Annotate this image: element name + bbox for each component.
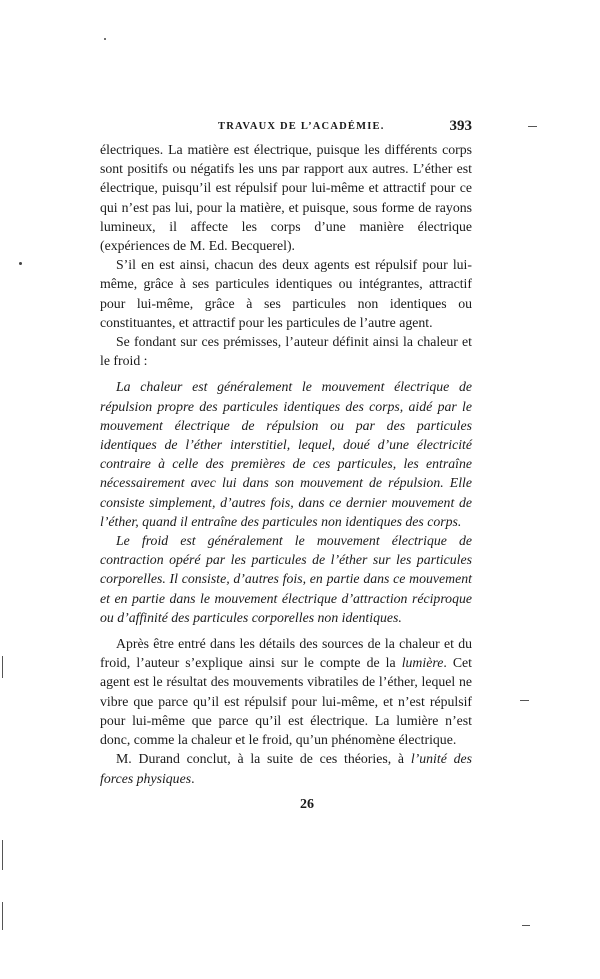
- definition-froid: Le froid est généralement le mouvement électrique de contraction opéré par les particules de l’éther sur les particules corporelles. Il consiste, d’autres fois, en partie dans ce mouvement et en partie dans le mouvement électrique d’attraction réciproque ou d’affinité des particules corporelles non identiques.: [100, 533, 472, 625]
- paragraph-conclusion-text: M. Durand conclut, à la suite de ces théories, à: [116, 751, 411, 767]
- margin-rule-mark: [528, 126, 537, 127]
- definition-chaleur: La chaleur est généralement le mouvement électrique de répulsion propre des particules identiques des corps, aidé par le mouvement électrique de répulsion ou par des particules identiques de l’éther interstitiel, lequel, doué d’une électricité contraire à celle des premières de ces particules, les entraîne nécessairement avec lui dans son mouvement de répulsion. Elle consiste simplement, d’autres fois, dans ce dernier mouvement de l’éther, quand il entraîne des particules non identiques des corps.: [100, 379, 472, 529]
- margin-rule-mark: [2, 840, 3, 870]
- paragraph-lumiere: [100, 634, 472, 749]
- paragraph-1: électriques. La matière est électrique, puisque les différents corps sont positifs ou négatifs les uns par rapport aux autres. L’éther est électrique, puisqu’il est répulsif pour lui-même et attractif pour ce qui n’est pas lui, pour la matière, et puisque, sous forme de rayons lumineux, il affecte les corps d’une manière électrique (expériences de M. Ed. Becquerel).: [100, 142, 472, 254]
- body-text: [100, 140, 472, 788]
- scan-speck: [19, 262, 22, 265]
- paragraph-lumiere-emphasis: lumière: [401, 655, 444, 671]
- margin-rule-mark: [522, 925, 530, 926]
- running-title: TRAVAUX DE L’ACADÉMIE.: [218, 121, 385, 132]
- margin-rule-mark: [2, 902, 3, 930]
- page-number: 393: [449, 118, 472, 134]
- scan-speck: [104, 38, 106, 40]
- paragraph-lumiere-text: Après être entré dans les détails des sources de la chaleur et du froid, l’auteur s’explique ainsi sur le compte de la: [100, 636, 472, 671]
- running-head: [100, 118, 472, 140]
- paragraph-conclusion: [100, 749, 472, 787]
- signature-mark: 26: [300, 797, 314, 812]
- paragraph-conclusion-text-end: .: [191, 770, 195, 786]
- margin-rule-mark: [520, 700, 529, 701]
- paragraph-lumiere-text-end: . Cet agent est le résultat des mouvements vibratiles de l’éther, lequel ne vibre que parce qu’il est répulsif pour lui-même, et n’est répulsif pour lui-même que parce qu’il est électrique. La lumière n’est donc, comme la chaleur et le froid, qu’un phénomène électrique.: [100, 655, 472, 748]
- paragraph-conclusion-emphasis: l’unité des forces physiques: [100, 751, 472, 786]
- paragraph-3: Se fondant sur ces prémisses, l’auteur définit ainsi la chaleur et le froid :: [100, 334, 472, 369]
- margin-rule-mark: [2, 656, 3, 678]
- book-page: [100, 118, 472, 788]
- paragraph-2: S’il en est ainsi, chacun des deux agents est répulsif pour lui-même, grâce à ses particules identiques ou intégrantes, attractif pour lui-même, grâce à ses particules non identiques ou constituantes, et attractif pour les particules de l’autre agent.: [100, 257, 472, 330]
